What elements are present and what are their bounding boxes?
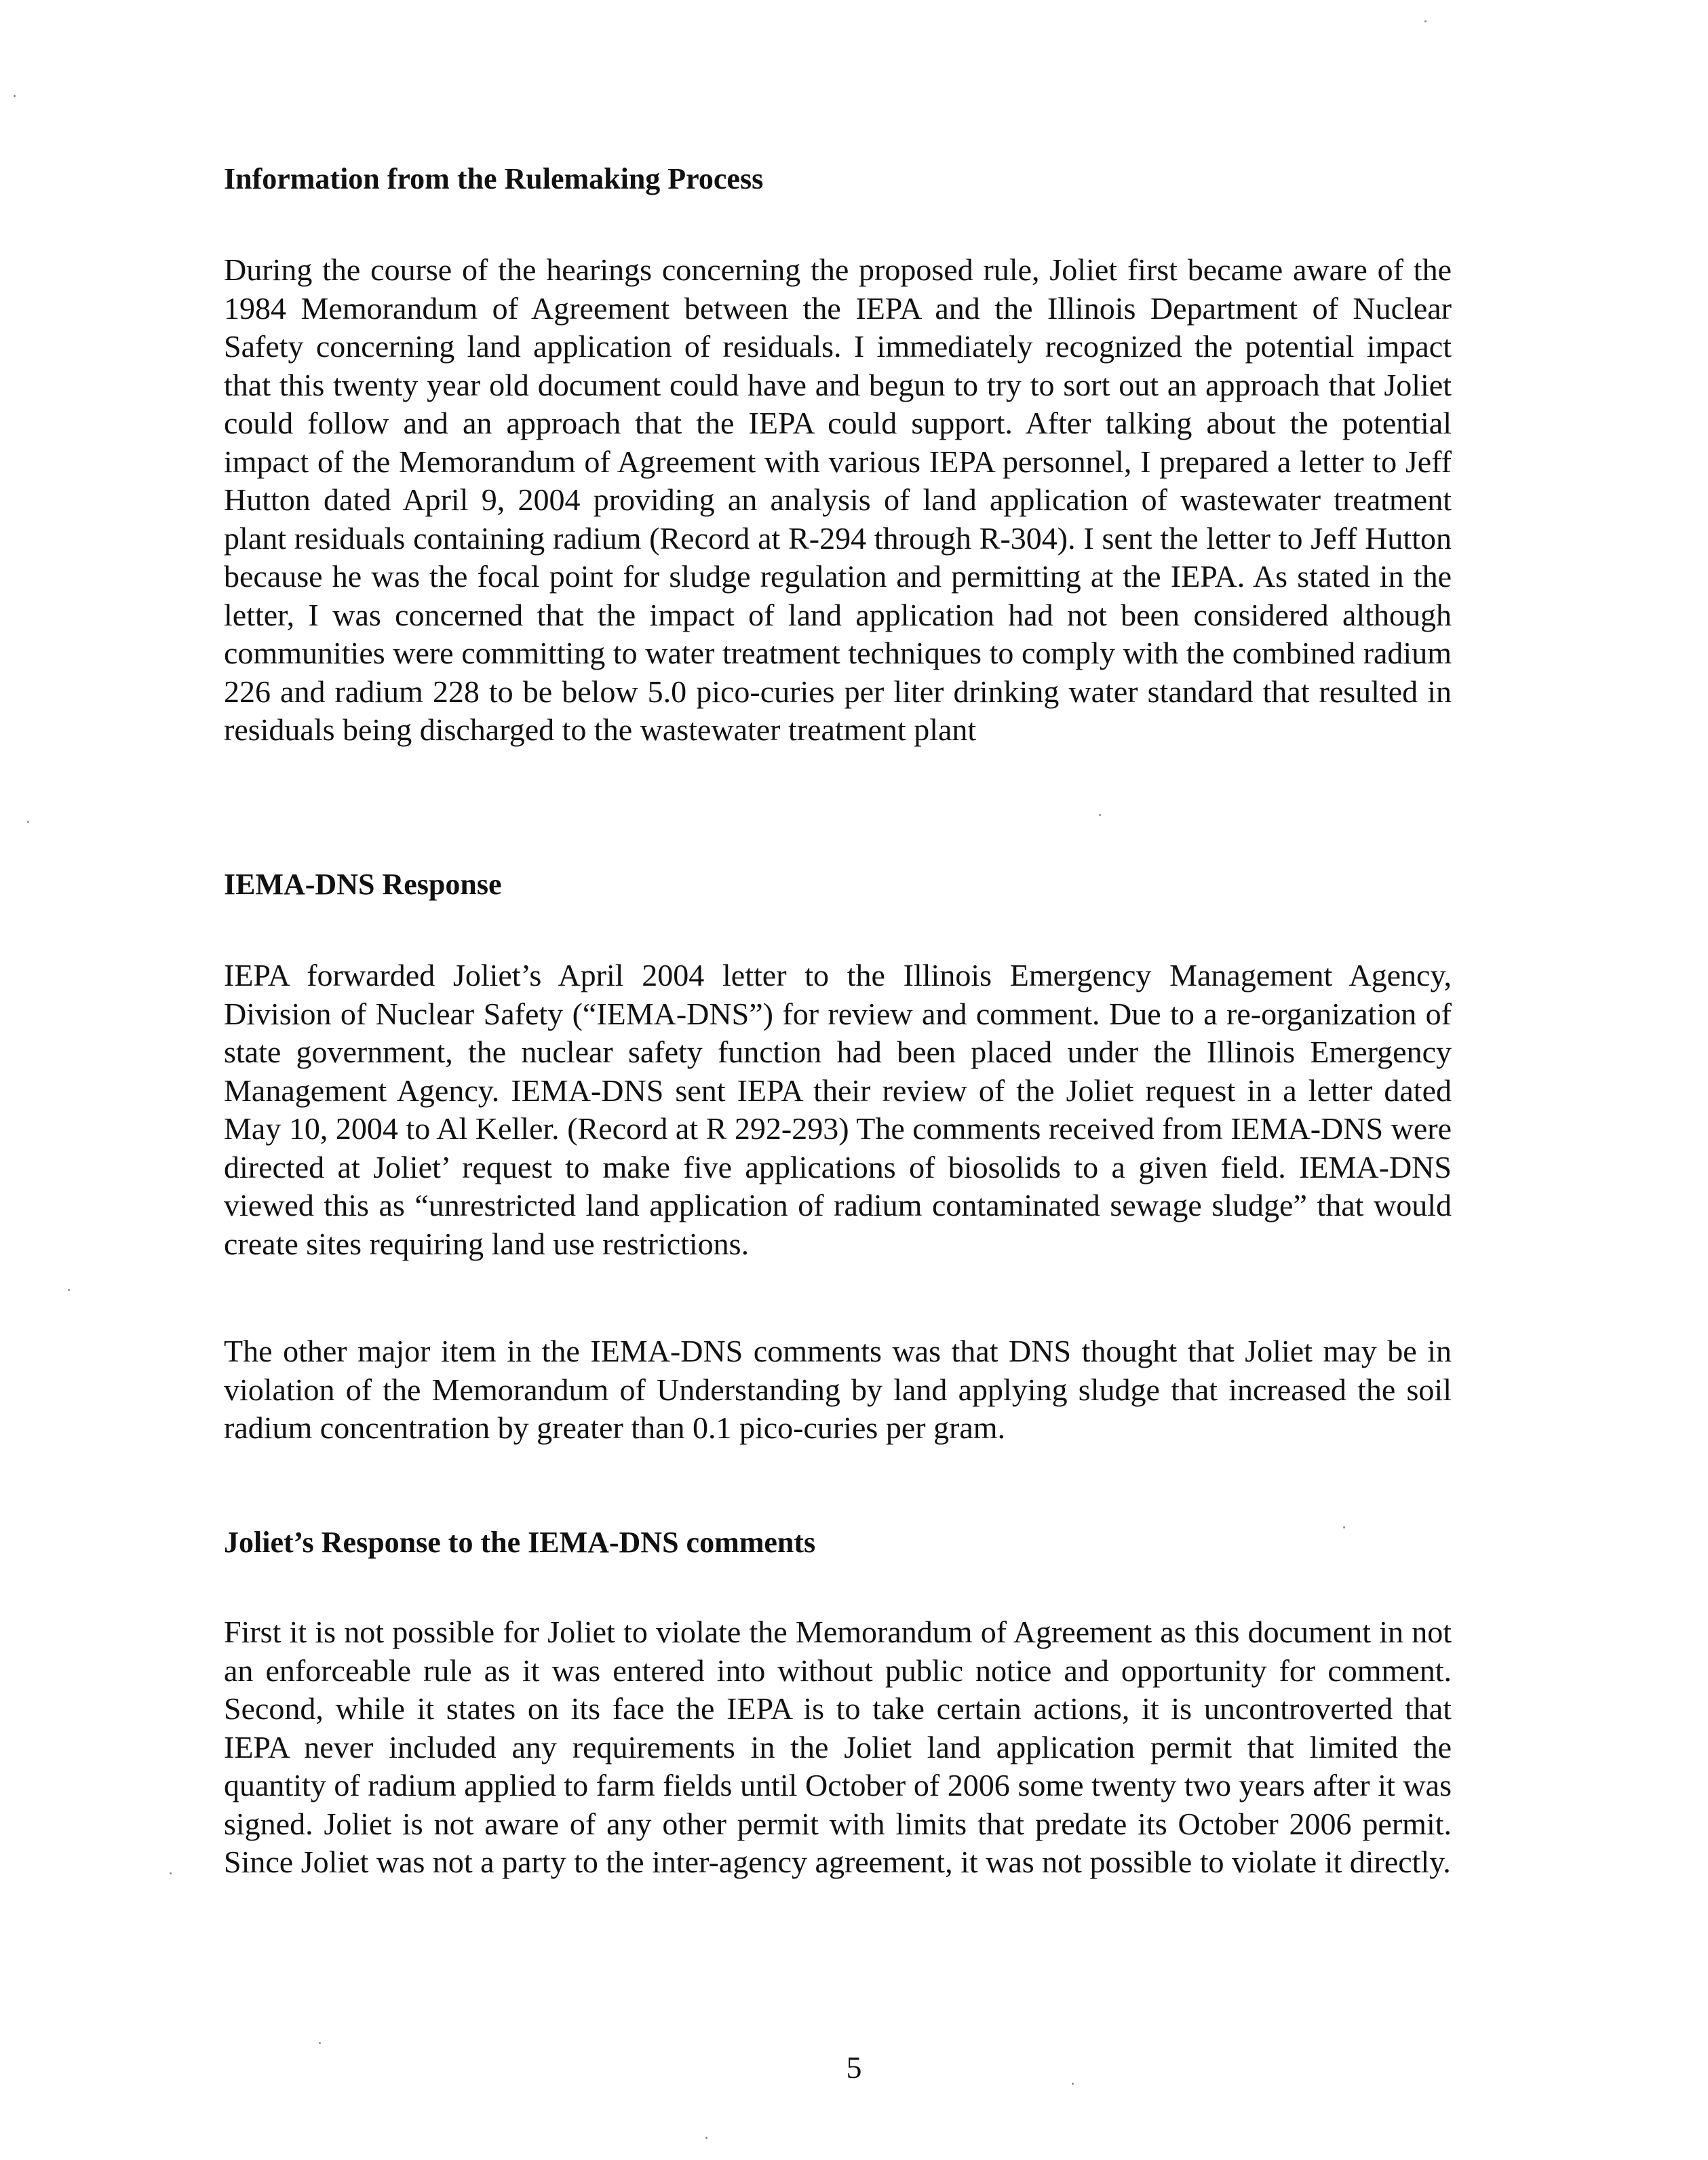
- section-heading: IEMA-DNS Response: [224, 868, 502, 901]
- scan-speck: [319, 2042, 321, 2044]
- paragraph: First it is not possible for Joliet to violate the Memorandum of Agreement as this document in not an enforceable rule as it was entered into without public notice and opportunity for comment. Second, while it states on its face the IEPA is to take certain actions, it is uncontroverted that IEPA never included any requirements in the Joliet land application permit that limited the quantity of radium applied to farm fields until October of 2006 some twenty two years after it was signed. Joliet is not aware of any other permit with limits that predate its October 2006 permit. Since Joliet was not a party to the inter-agency agreement, it was not possible to violate it directly.: [224, 1615, 1452, 1879]
- scan-speck: [1424, 20, 1426, 22]
- scan-speck: [27, 821, 29, 823]
- section-joliet-response: [224, 1524, 1452, 1562]
- section-iema-response: [224, 866, 1452, 904]
- scan-speck: [1343, 1526, 1345, 1528]
- scan-speck: [1072, 2083, 1074, 2085]
- section-joliet-response-body: [224, 1613, 1452, 1882]
- section-iema-response-body: [224, 957, 1452, 1263]
- paragraph: IEPA forwarded Joliet’s April 2004 letter to the Illinois Emergency Management Agency, Division of Nuclear Safety (“IEMA-DNS”) for review and comment. Due to a re-organization of state government, the nuclear safety function had been placed under the Illinois Emergency Management Agency. IEMA-DNS sent IEPA their review of the Joliet request in a letter dated May 10, 2004 to Al Keller. (Record at R 292-293) The comments received from IEMA-DNS were directed at Joliet’ request to make five applications of biosolids to a given field. IEMA-DNS viewed this as “unrestricted land application of radium contaminated sewage sludge” that would create sites requiring land use restrictions.: [224, 958, 1452, 1261]
- scan-speck: [705, 2137, 707, 2139]
- section-heading: Information from the Rulemaking Process: [224, 162, 764, 195]
- scan-speck: [170, 1872, 172, 1874]
- section-rulemaking-body: [224, 251, 1452, 750]
- scan-speck: [14, 95, 16, 97]
- scan-speck: [68, 1289, 70, 1291]
- section-rulemaking: [224, 160, 1452, 198]
- section-iema-response-body-2: [224, 1332, 1452, 1448]
- scan-speck: [1099, 814, 1101, 816]
- page-number: 5: [846, 2050, 862, 2085]
- paragraph: The other major item in the IEMA-DNS comments was that DNS thought that Joliet may be in violation of the Memorandum of Understanding by land applying sludge that increased the soil radium concentration by greater than 0.1 pico-curies per gram.: [224, 1334, 1452, 1445]
- paragraph: During the course of the hearings concerning the proposed rule, Joliet first became aware of the 1984 Memorandum of Agreement between the IEPA and the Illinois Department of Nuclear Safety concerning land application of residuals. I immediately recognized the potential impact that this twenty year old document could have and begun to try to sort out an approach that Joliet could follow and an approach that the IEPA could support. After talking about the potential impact of the Memorandum of Agreement with various IEPA personnel, I prepared a letter to Jeff Hutton dated April 9, 2004 providing an analysis of land application of wastewater treatment plant residuals containing radium (Record at R-294 through R-304). I sent the letter to Jeff Hutton because he was the focal point for sludge regulation and permitting at the IEPA. As stated in the letter, I was concerned that the impact of land application had not been considered although communities were committing to water treatment techniques to comply with the combined radium 226 and radium 228 to be below 5.0 pico-curies per liter drinking water standard that resulted in residuals being discharged to the wastewater treatment plant: [224, 252, 1452, 747]
- section-heading: Joliet’s Response to the IEMA-DNS comments: [224, 1526, 816, 1559]
